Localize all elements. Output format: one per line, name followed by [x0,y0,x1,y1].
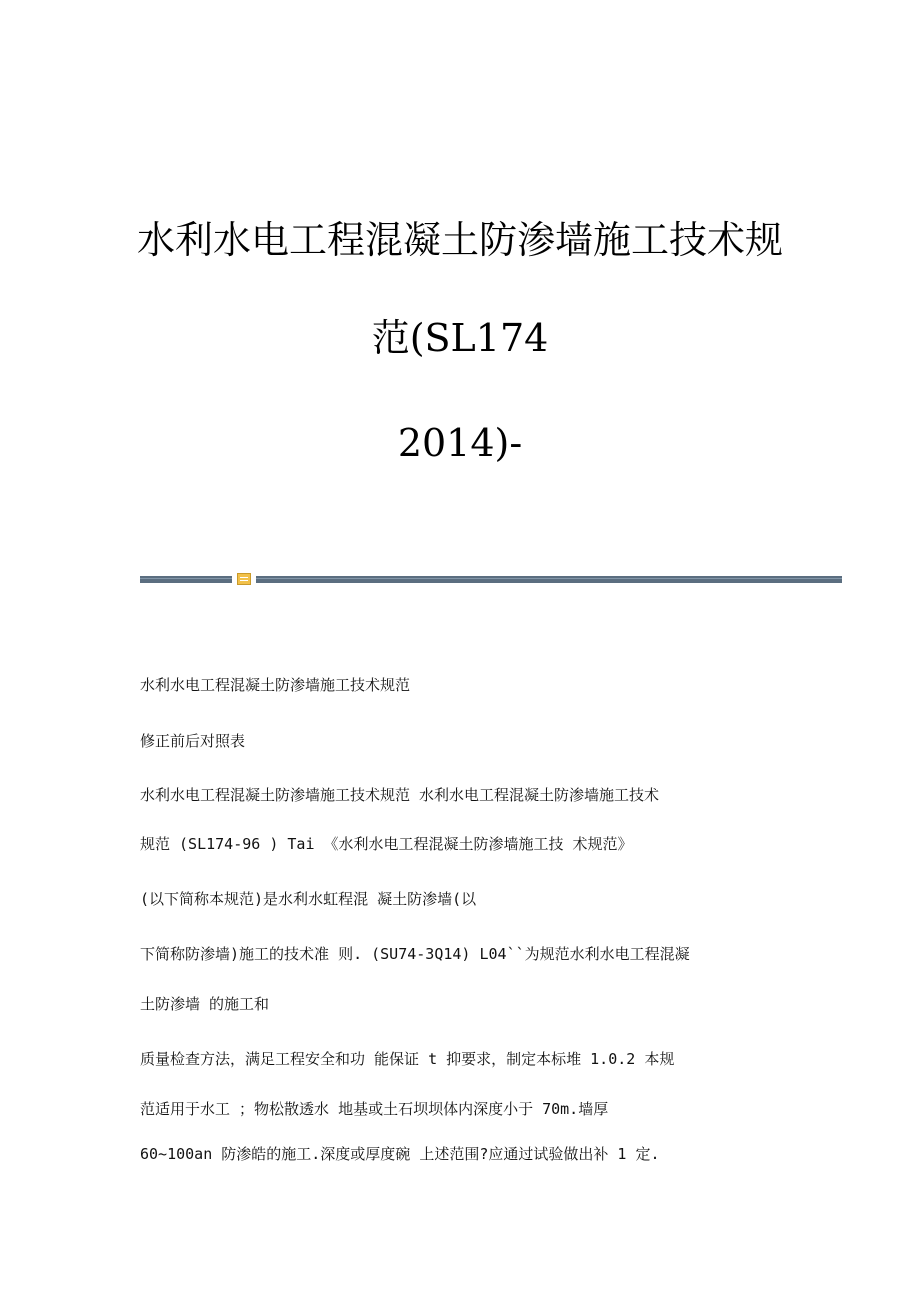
divider-ornament-icon [237,573,251,585]
body-line: 质量检查方法，满足工程安全和功 能保证 t 抑要求，制定本标堆 1.0.2 本规 [140,1050,675,1068]
title-line-1: 水利水电工程混凝土防渗墙施工技术规 [136,218,783,262]
title-divider [140,575,842,585]
body-line: 水利水电工程混凝土防渗墙施工技术规范 [140,676,411,694]
title-line-2: 范(SL174 [371,316,549,360]
body-line: 范适用于水工 ；物松散透水 地基或土石坝坝体内深度小于 70m.墙厚 [140,1100,609,1118]
body-line: (以下简称本规范)是水利水虹程混 凝土防渗墙(以 [140,890,477,908]
divider-bar-right [256,576,842,583]
body-line: 水利水电工程混凝土防渗墙施工技术规范 水利水电工程混凝土防渗墙施工技术 [140,786,660,804]
title-line-3: 2014)- [397,421,523,465]
body-line: 规范 (SL174-96 ) Tai 《水利水电工程混凝土防渗墙施工技 术规范》 [140,835,633,853]
body-line: 下简称防渗墙)施工的技术准 则. (SU74-3Q14) L04``为规范水利水电工程混凝 [140,945,690,963]
body-line: 土防渗墙 的施工和 [140,995,270,1013]
body-line: 修正前后对照表 [140,732,246,750]
divider-bar-left [140,576,232,583]
body-line: 60~100an 防渗皓的施工.深度或厚度碗 上述范围?应通过试验做出补 1 定. [140,1145,660,1163]
